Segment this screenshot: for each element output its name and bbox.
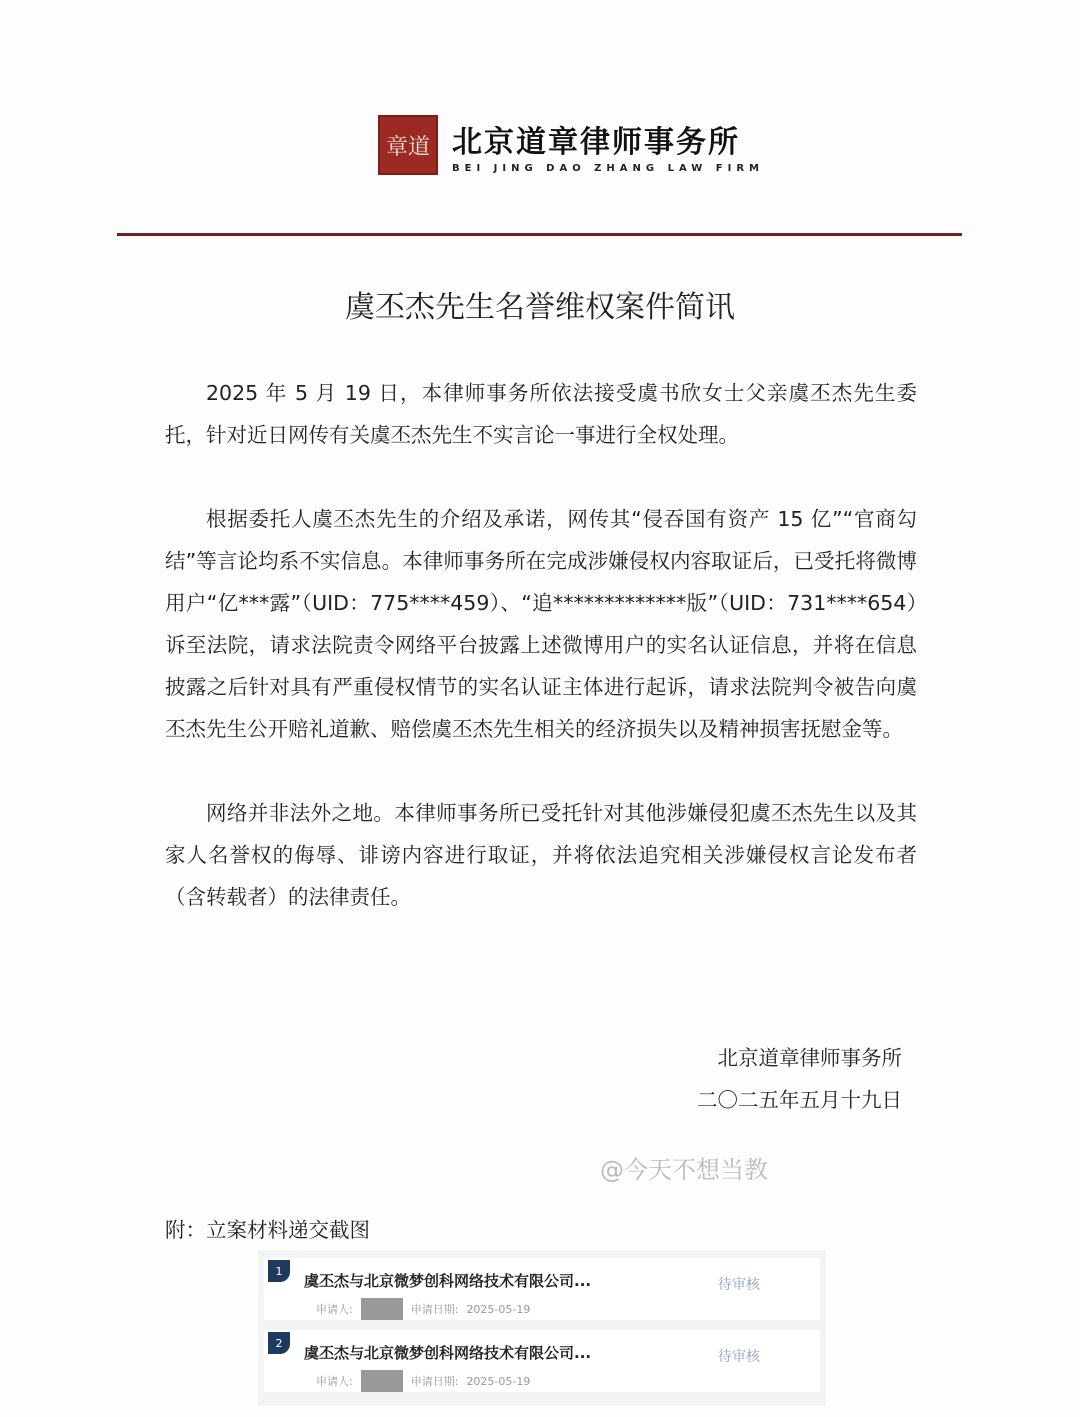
paragraph-text: 根据委托人虞丕杰先生的介绍及承诺，网传其“侵吞国有资产 15 亿”“官商勾结”等言论均系不实信息。本律师事务所在完成涉嫌侵权内容取证后，已受托将微博用户“亿***露”（UID：775****459）、“追*************版”（UID：731****654）诉至法院，请求法院责令网络平台披露上述微博用户的实名认证信息，并将在信息披露之后针对具有严重侵权情节的实名认证主体进行起诉，请求法院判令被告向虞丕杰先生公开赔礼道歉、赔偿虞丕杰先生相关的经济损失以及精神损害抚慰金等。 <box>165 507 917 741</box>
applicant-label: 申请人: <box>316 1303 353 1316</box>
case-date: 2025-05-19 <box>466 1302 531 1316</box>
case-number: 2 <box>268 1332 290 1354</box>
case-card <box>264 1258 820 1320</box>
watermark: @今天不想当教 <box>600 1156 768 1184</box>
case-status: 待审核 <box>718 1277 760 1293</box>
seal-logo: 章道 <box>378 115 438 175</box>
header-divider <box>117 233 962 236</box>
paragraph-text: 网络并非法外之地。本律师事务所已受托针对其他涉嫌侵犯虞丕杰先生以及其家人名誉权的侮辱、诽谤内容进行取证，并将依法追究相关涉嫌侵权言论发布者（含转载者）的法律责任。 <box>165 801 917 909</box>
case-title: 虞丕杰与北京微梦创科网络技术有限公司... <box>304 1344 592 1362</box>
attachment-label: 附：立案材料递交截图 <box>165 1218 370 1242</box>
applicant-label: 申请人: <box>316 1375 353 1388</box>
date-label: 申请日期: <box>410 1303 459 1316</box>
firm-name-en: BEI JING DAO ZHANG LAW FIRM <box>452 162 764 174</box>
case-list <box>258 1250 826 1406</box>
signature-date: 二〇二五年五月十九日 <box>697 1088 902 1112</box>
case-status: 待审核 <box>718 1349 760 1365</box>
case-card <box>264 1330 820 1392</box>
case-date: 2025-05-19 <box>466 1374 531 1388</box>
paragraph-3 <box>165 792 917 918</box>
paragraph-2 <box>165 498 917 750</box>
paragraph-1 <box>165 372 917 456</box>
firm-name-cn: 北京道章律师事务所 <box>452 124 740 160</box>
signature-firm: 北京道章律师事务所 <box>717 1046 902 1070</box>
date-label: 申请日期: <box>410 1375 459 1388</box>
redacted-applicant <box>361 1370 403 1392</box>
case-number: 1 <box>268 1260 290 1282</box>
document-title: 虞丕杰先生名誉维权案件简讯 <box>345 290 735 325</box>
redacted-applicant <box>361 1298 403 1320</box>
paragraph-text: 2025 年 5 月 19 日，本律师事务所依法接受虞书欣女士父亲虞丕杰先生委托，针对近日网传有关虞丕杰先生不实言论一事进行全权处理。 <box>165 381 917 447</box>
case-title: 虞丕杰与北京微梦创科网络技术有限公司... <box>304 1272 592 1290</box>
firm-logo <box>378 115 764 175</box>
document-body <box>165 372 917 960</box>
